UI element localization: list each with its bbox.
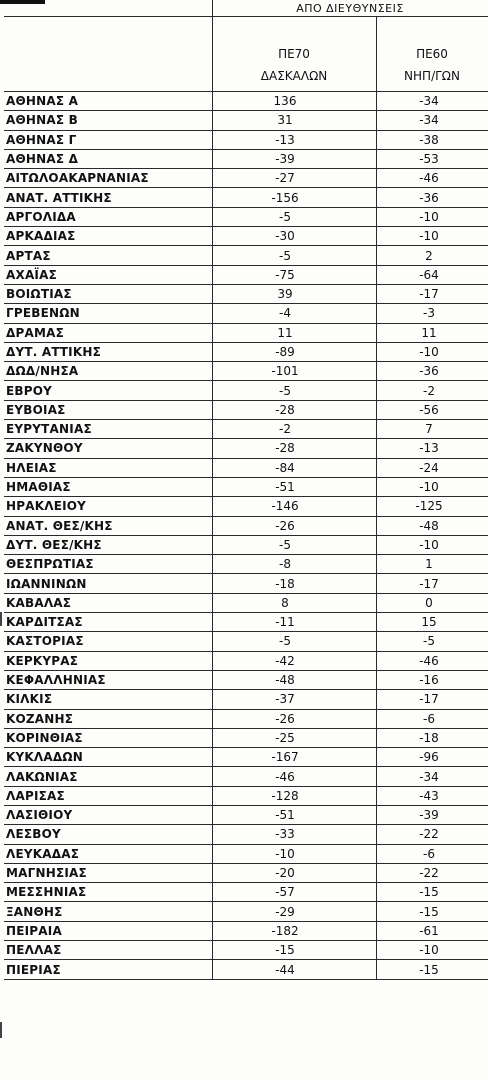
directorate-name: ΛΑΚΩΝΙΑΣ <box>4 767 212 786</box>
column-header-pe70 <box>212 17 376 92</box>
pe70-value: -42 <box>212 651 376 670</box>
pe70-value: -57 <box>212 883 376 902</box>
table-row <box>4 767 488 786</box>
pe60-value: -43 <box>376 786 488 805</box>
column-header-pe60 <box>376 17 488 92</box>
directorate-name: ΜΕΣΣΗΝΙΑΣ <box>4 883 212 902</box>
pe60-value: -17 <box>376 284 488 303</box>
pe70-value: -20 <box>212 863 376 882</box>
table-row <box>4 728 488 747</box>
table-row <box>4 555 488 574</box>
pe60-value: -6 <box>376 844 488 863</box>
pe70-value: -101 <box>212 362 376 381</box>
table-row <box>4 458 488 477</box>
pe70-value: -26 <box>212 516 376 535</box>
pe60-value: -64 <box>376 265 488 284</box>
pe60-value: -10 <box>376 342 488 361</box>
table-row <box>4 420 488 439</box>
pe60-value: -13 <box>376 439 488 458</box>
pe70-value: -8 <box>212 555 376 574</box>
table-row <box>4 825 488 844</box>
directorate-name: ΚΑΒΑΛΑΣ <box>4 593 212 612</box>
pe60-value: -15 <box>376 883 488 902</box>
pe60-value: -17 <box>376 574 488 593</box>
pe60-value: -3 <box>376 304 488 323</box>
table-row <box>4 130 488 149</box>
pe70-value: 8 <box>212 593 376 612</box>
pe60-value: 1 <box>376 555 488 574</box>
pe70-value: -27 <box>212 169 376 188</box>
table-row <box>4 613 488 632</box>
pe70-value: 136 <box>212 92 376 111</box>
table-row <box>4 497 488 516</box>
directorate-name: ΗΡΑΚΛΕΙΟΥ <box>4 497 212 516</box>
transfer-table <box>4 0 488 980</box>
table-row <box>4 709 488 728</box>
pe60-value: -6 <box>376 709 488 728</box>
table-row <box>4 516 488 535</box>
pe70-value: -51 <box>212 477 376 496</box>
pe60-value: -2 <box>376 381 488 400</box>
pe70-value: -11 <box>212 613 376 632</box>
pe60-value: -48 <box>376 516 488 535</box>
directorate-name: ΚΕΦΑΛΛΗΝΙΑΣ <box>4 670 212 689</box>
pe60-value: -17 <box>376 690 488 709</box>
table-row <box>4 439 488 458</box>
pe70-value: 39 <box>212 284 376 303</box>
pe70-value: 31 <box>212 111 376 130</box>
pe60-value: -36 <box>376 188 488 207</box>
table-row <box>4 690 488 709</box>
table-row <box>4 227 488 246</box>
pe70-value: -128 <box>212 786 376 805</box>
pe60-value: -46 <box>376 651 488 670</box>
table-row <box>4 574 488 593</box>
directorate-name: ΠΕΙΡΑΙΑ <box>4 921 212 940</box>
directorate-name: ΔΩΔ/ΝΗΣΑ <box>4 362 212 381</box>
pe60-value: -38 <box>376 130 488 149</box>
directorate-name: ΗΜΑΘΙΑΣ <box>4 477 212 496</box>
directorate-name: ΚΟΖΑΝΗΣ <box>4 709 212 728</box>
table-row <box>4 400 488 419</box>
table-row <box>4 593 488 612</box>
directorate-name: ΙΩΑΝΝΙΝΩΝ <box>4 574 212 593</box>
pe60-value: -18 <box>376 728 488 747</box>
directorate-name: ΚΑΣΤΟΡΙΑΣ <box>4 632 212 651</box>
pe60-value: -15 <box>376 960 488 979</box>
table-row <box>4 188 488 207</box>
directorate-name: ΞΑΝΘΗΣ <box>4 902 212 921</box>
directorate-name: ΑΧΑΪΑΣ <box>4 265 212 284</box>
table-row <box>4 92 488 111</box>
pe70-value: -167 <box>212 748 376 767</box>
column-header-pe70-label: ΔΑΣΚΑΛΩΝ <box>260 69 328 83</box>
directorate-name: ΑΘΗΝΑΣ Δ <box>4 149 212 168</box>
pe70-value: -75 <box>212 265 376 284</box>
directorate-name: ΑΡΤΑΣ <box>4 246 212 265</box>
directorate-name: ΑΘΗΝΑΣ Α <box>4 92 212 111</box>
table-row <box>4 246 488 265</box>
directorate-name: ΠΙΕΡΙΑΣ <box>4 960 212 979</box>
directorate-name: ΑΝΑΤ. ΑΤΤΙΚΗΣ <box>4 188 212 207</box>
pe70-value: -28 <box>212 400 376 419</box>
directorate-name: ΛΑΣΙΘΙΟΥ <box>4 805 212 824</box>
directorate-name: ΕΥΡΥΤΑΝΙΑΣ <box>4 420 212 439</box>
directorate-name: ΗΛΕΙΑΣ <box>4 458 212 477</box>
directorate-name: ΚΕΡΚΥΡΑΣ <box>4 651 212 670</box>
table-row <box>4 670 488 689</box>
pe70-value: -44 <box>212 960 376 979</box>
pe70-value: -182 <box>212 921 376 940</box>
table-row <box>4 786 488 805</box>
directorate-name: ΚΑΡΔΙΤΣΑΣ <box>4 613 212 632</box>
pe70-value: -25 <box>212 728 376 747</box>
table-row <box>4 844 488 863</box>
directorate-name: ΠΕΛΛΑΣ <box>4 941 212 960</box>
scan-edge-mark <box>0 612 2 626</box>
pe60-value: 11 <box>376 323 488 342</box>
pe60-value: -22 <box>376 863 488 882</box>
pe60-value: -5 <box>376 632 488 651</box>
pe70-value: -84 <box>212 458 376 477</box>
pe70-value: -156 <box>212 188 376 207</box>
pe60-value: 7 <box>376 420 488 439</box>
pe70-value: 11 <box>212 323 376 342</box>
pe70-value: -37 <box>212 690 376 709</box>
table-row <box>4 265 488 284</box>
table-row <box>4 805 488 824</box>
table-row <box>4 477 488 496</box>
pe60-value: -10 <box>376 535 488 554</box>
directorate-name: ΖΑΚΥΝΘΟΥ <box>4 439 212 458</box>
table-row <box>4 207 488 226</box>
pe70-value: -13 <box>212 130 376 149</box>
directorate-name: ΑΡΚΑΔΙΑΣ <box>4 227 212 246</box>
directorate-name: ΛΑΡΙΣΑΣ <box>4 786 212 805</box>
table-row <box>4 284 488 303</box>
pe60-value: -10 <box>376 477 488 496</box>
table-row <box>4 342 488 361</box>
directorate-name: ΛΕΥΚΑΔΑΣ <box>4 844 212 863</box>
pe60-value: -46 <box>376 169 488 188</box>
column-header-pe70-code: ΠΕ70 <box>278 47 310 61</box>
pe60-value: -125 <box>376 497 488 516</box>
pe70-value: -26 <box>212 709 376 728</box>
pe60-value: -61 <box>376 921 488 940</box>
pe60-value: 0 <box>376 593 488 612</box>
directorate-name: ΜΑΓΝΗΣΙΑΣ <box>4 863 212 882</box>
directorate-name: ΕΒΡΟΥ <box>4 381 212 400</box>
directorate-name: ΚΙΛΚΙΣ <box>4 690 212 709</box>
pe60-value: 2 <box>376 246 488 265</box>
pe70-value: -28 <box>212 439 376 458</box>
pe70-value: -29 <box>212 902 376 921</box>
pe70-value: -5 <box>212 535 376 554</box>
directorate-name: ΘΕΣΠΡΩΤΙΑΣ <box>4 555 212 574</box>
pe60-value: -10 <box>376 941 488 960</box>
directorate-name: ΛΕΣΒΟΥ <box>4 825 212 844</box>
scan-edge-mark <box>0 1022 2 1038</box>
table-row <box>4 381 488 400</box>
table-row <box>4 149 488 168</box>
directorate-name: ΔΥΤ. ΑΤΤΙΚΗΣ <box>4 342 212 361</box>
pe70-value: -10 <box>212 844 376 863</box>
column-header-row <box>4 17 488 92</box>
pe70-value: -5 <box>212 207 376 226</box>
pe70-value: -4 <box>212 304 376 323</box>
pe70-value: -51 <box>212 805 376 824</box>
table-row <box>4 362 488 381</box>
table-row <box>4 883 488 902</box>
pe70-value: -48 <box>212 670 376 689</box>
directorate-name: ΒΟΙΩΤΙΑΣ <box>4 284 212 303</box>
table-row <box>4 748 488 767</box>
pe70-value: -15 <box>212 941 376 960</box>
header-blank-cell <box>4 0 212 17</box>
table-row <box>4 535 488 554</box>
pe70-value: -18 <box>212 574 376 593</box>
table-row <box>4 960 488 979</box>
directorate-name: ΚΟΡΙΝΘΙΑΣ <box>4 728 212 747</box>
pe60-value: -10 <box>376 207 488 226</box>
column-header-pe60-label: ΝΗΠ/ΓΩΝ <box>404 69 460 83</box>
pe70-value: -33 <box>212 825 376 844</box>
pe60-value: -56 <box>376 400 488 419</box>
pe70-value: -2 <box>212 420 376 439</box>
pe70-value: -46 <box>212 767 376 786</box>
pe60-value: -22 <box>376 825 488 844</box>
table-row <box>4 921 488 940</box>
table-row <box>4 111 488 130</box>
group-title: ΑΠΟ ΔΙΕΥΘΥΝΣΕΙΣ <box>212 0 488 17</box>
pe70-value: -39 <box>212 149 376 168</box>
column-header-pe60-code: ΠΕ60 <box>416 47 448 61</box>
directorate-name: ΑΡΓΟΛΙΔΑ <box>4 207 212 226</box>
table-row <box>4 651 488 670</box>
directorate-name: ΔΡΑΜΑΣ <box>4 323 212 342</box>
directorate-name: ΑΘΗΝΑΣ Γ <box>4 130 212 149</box>
pe60-value: -34 <box>376 92 488 111</box>
pe60-value: -10 <box>376 227 488 246</box>
directorate-name: ΚΥΚΛΑΔΩΝ <box>4 748 212 767</box>
pe60-value: -53 <box>376 149 488 168</box>
pe70-value: -89 <box>212 342 376 361</box>
table-row <box>4 169 488 188</box>
table-row <box>4 304 488 323</box>
pe70-value: -5 <box>212 246 376 265</box>
directorate-name: ΑΘΗΝΑΣ Β <box>4 111 212 130</box>
table-row <box>4 323 488 342</box>
pe60-value: -16 <box>376 670 488 689</box>
header-blank-cell <box>4 17 212 92</box>
pe70-value: -30 <box>212 227 376 246</box>
table-row <box>4 863 488 882</box>
pe60-value: 15 <box>376 613 488 632</box>
table-row <box>4 941 488 960</box>
pe60-value: -34 <box>376 767 488 786</box>
pe60-value: -15 <box>376 902 488 921</box>
pe60-value: -36 <box>376 362 488 381</box>
directorate-name: ΔΥΤ. ΘΕΣ/ΚΗΣ <box>4 535 212 554</box>
pe60-value: -39 <box>376 805 488 824</box>
table-row <box>4 632 488 651</box>
table-row <box>4 902 488 921</box>
pe60-value: -96 <box>376 748 488 767</box>
directorate-name: ΕΥΒΟΙΑΣ <box>4 400 212 419</box>
directorate-name: ΓΡΕΒΕΝΩΝ <box>4 304 212 323</box>
pe60-value: -34 <box>376 111 488 130</box>
directorate-name: ΑΝΑΤ. ΘΕΣ/ΚΗΣ <box>4 516 212 535</box>
pe70-value: -5 <box>212 632 376 651</box>
pe70-value: -5 <box>212 381 376 400</box>
directorate-name: ΑΙΤΩΛΟΑΚΑΡΝΑΝΙΑΣ <box>4 169 212 188</box>
group-header-row <box>4 0 488 17</box>
pe60-value: -24 <box>376 458 488 477</box>
pe70-value: -146 <box>212 497 376 516</box>
